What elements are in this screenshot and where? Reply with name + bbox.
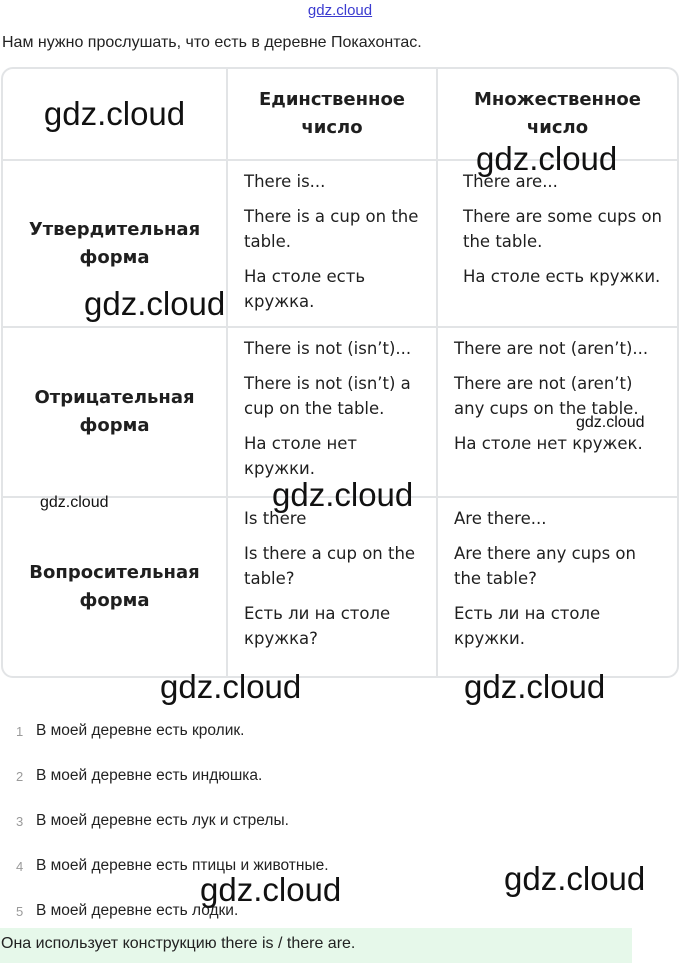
- example-text: There is not (isn’t) a cup on the table.: [244, 374, 411, 418]
- answer-box: Она использует конструкцию there is / there are.: [0, 928, 632, 963]
- intro-text: Нам нужно прослушать, что есть в деревне Покахонтас.: [2, 34, 422, 51]
- row-header-interrogative: Вопросительная форма: [3, 498, 228, 676]
- watermark: gdz.cloud: [200, 871, 342, 908]
- example-text: There are not (aren’t) any cups on the table.: [454, 374, 639, 418]
- example-text: There is a cup on the table.: [244, 207, 419, 251]
- translation-text: На столе есть кружка.: [244, 267, 366, 311]
- item-number: 5: [16, 904, 24, 919]
- row-header-negative: Отрицательная форма: [3, 328, 228, 498]
- cell-interrogative-plural: [438, 498, 677, 676]
- cell-affirmative-plural: [438, 161, 677, 328]
- pattern-text: There are...: [463, 172, 558, 191]
- site-link[interactable]: gdz.cloud: [307, 2, 373, 19]
- watermark: gdz.cloud: [476, 140, 618, 177]
- translation-text: На столе нет кружки.: [244, 434, 358, 478]
- item-text: В моей деревне есть кролик.: [36, 722, 245, 739]
- item-number: 3: [16, 814, 24, 829]
- example-text: Is there a cup on the table?: [244, 544, 416, 588]
- watermark: gdz.cloud: [160, 668, 302, 705]
- item-text: В моей деревне есть птицы и животные.: [36, 857, 329, 874]
- item-number: 4: [16, 859, 24, 874]
- column-header-plural: Множественное число: [438, 69, 677, 161]
- watermark: gdz.cloud: [272, 476, 414, 513]
- item-text: В моей деревне есть индюшка.: [36, 767, 263, 784]
- translation-text: На столе нет кружек.: [454, 434, 643, 453]
- watermark: gdz.cloud: [464, 668, 606, 705]
- pattern-text: Is there: [244, 509, 307, 528]
- watermark: gdz.cloud: [43, 95, 186, 132]
- table-corner-cell: [3, 69, 228, 161]
- cell-interrogative-singular: [228, 498, 438, 676]
- translation-text: Есть ли на столе кружки.: [454, 604, 601, 648]
- translation-text: На столе есть кружки.: [463, 267, 661, 286]
- pattern-text: Are there...: [454, 509, 547, 528]
- example-text: There are some cups on the table.: [463, 207, 662, 251]
- cell-affirmative-singular: [228, 161, 438, 328]
- item-text: В моей деревне есть лодки.: [36, 902, 239, 919]
- cell-negative-singular: [228, 328, 438, 498]
- column-header-singular: Единственное число: [228, 69, 438, 161]
- item-number: 2: [16, 769, 24, 784]
- watermark: gdz.cloud: [576, 414, 645, 431]
- row-header-affirmative: Утвердительная форма: [3, 161, 228, 328]
- watermark: gdz.cloud: [40, 494, 109, 511]
- pattern-text: There is not (isn’t)...: [244, 339, 412, 358]
- pattern-text: There are not (aren’t)...: [454, 339, 649, 358]
- watermark: gdz.cloud: [84, 285, 226, 322]
- cell-negative-plural: [438, 328, 677, 498]
- item-text: В моей деревне есть лук и стрелы.: [36, 812, 289, 829]
- watermark: gdz.cloud: [504, 860, 646, 897]
- example-text: Are there any cups on the table?: [454, 544, 636, 588]
- pattern-text: There is...: [244, 172, 326, 191]
- item-number: 1: [16, 724, 24, 739]
- translation-text: Есть ли на столе кружка?: [244, 604, 391, 648]
